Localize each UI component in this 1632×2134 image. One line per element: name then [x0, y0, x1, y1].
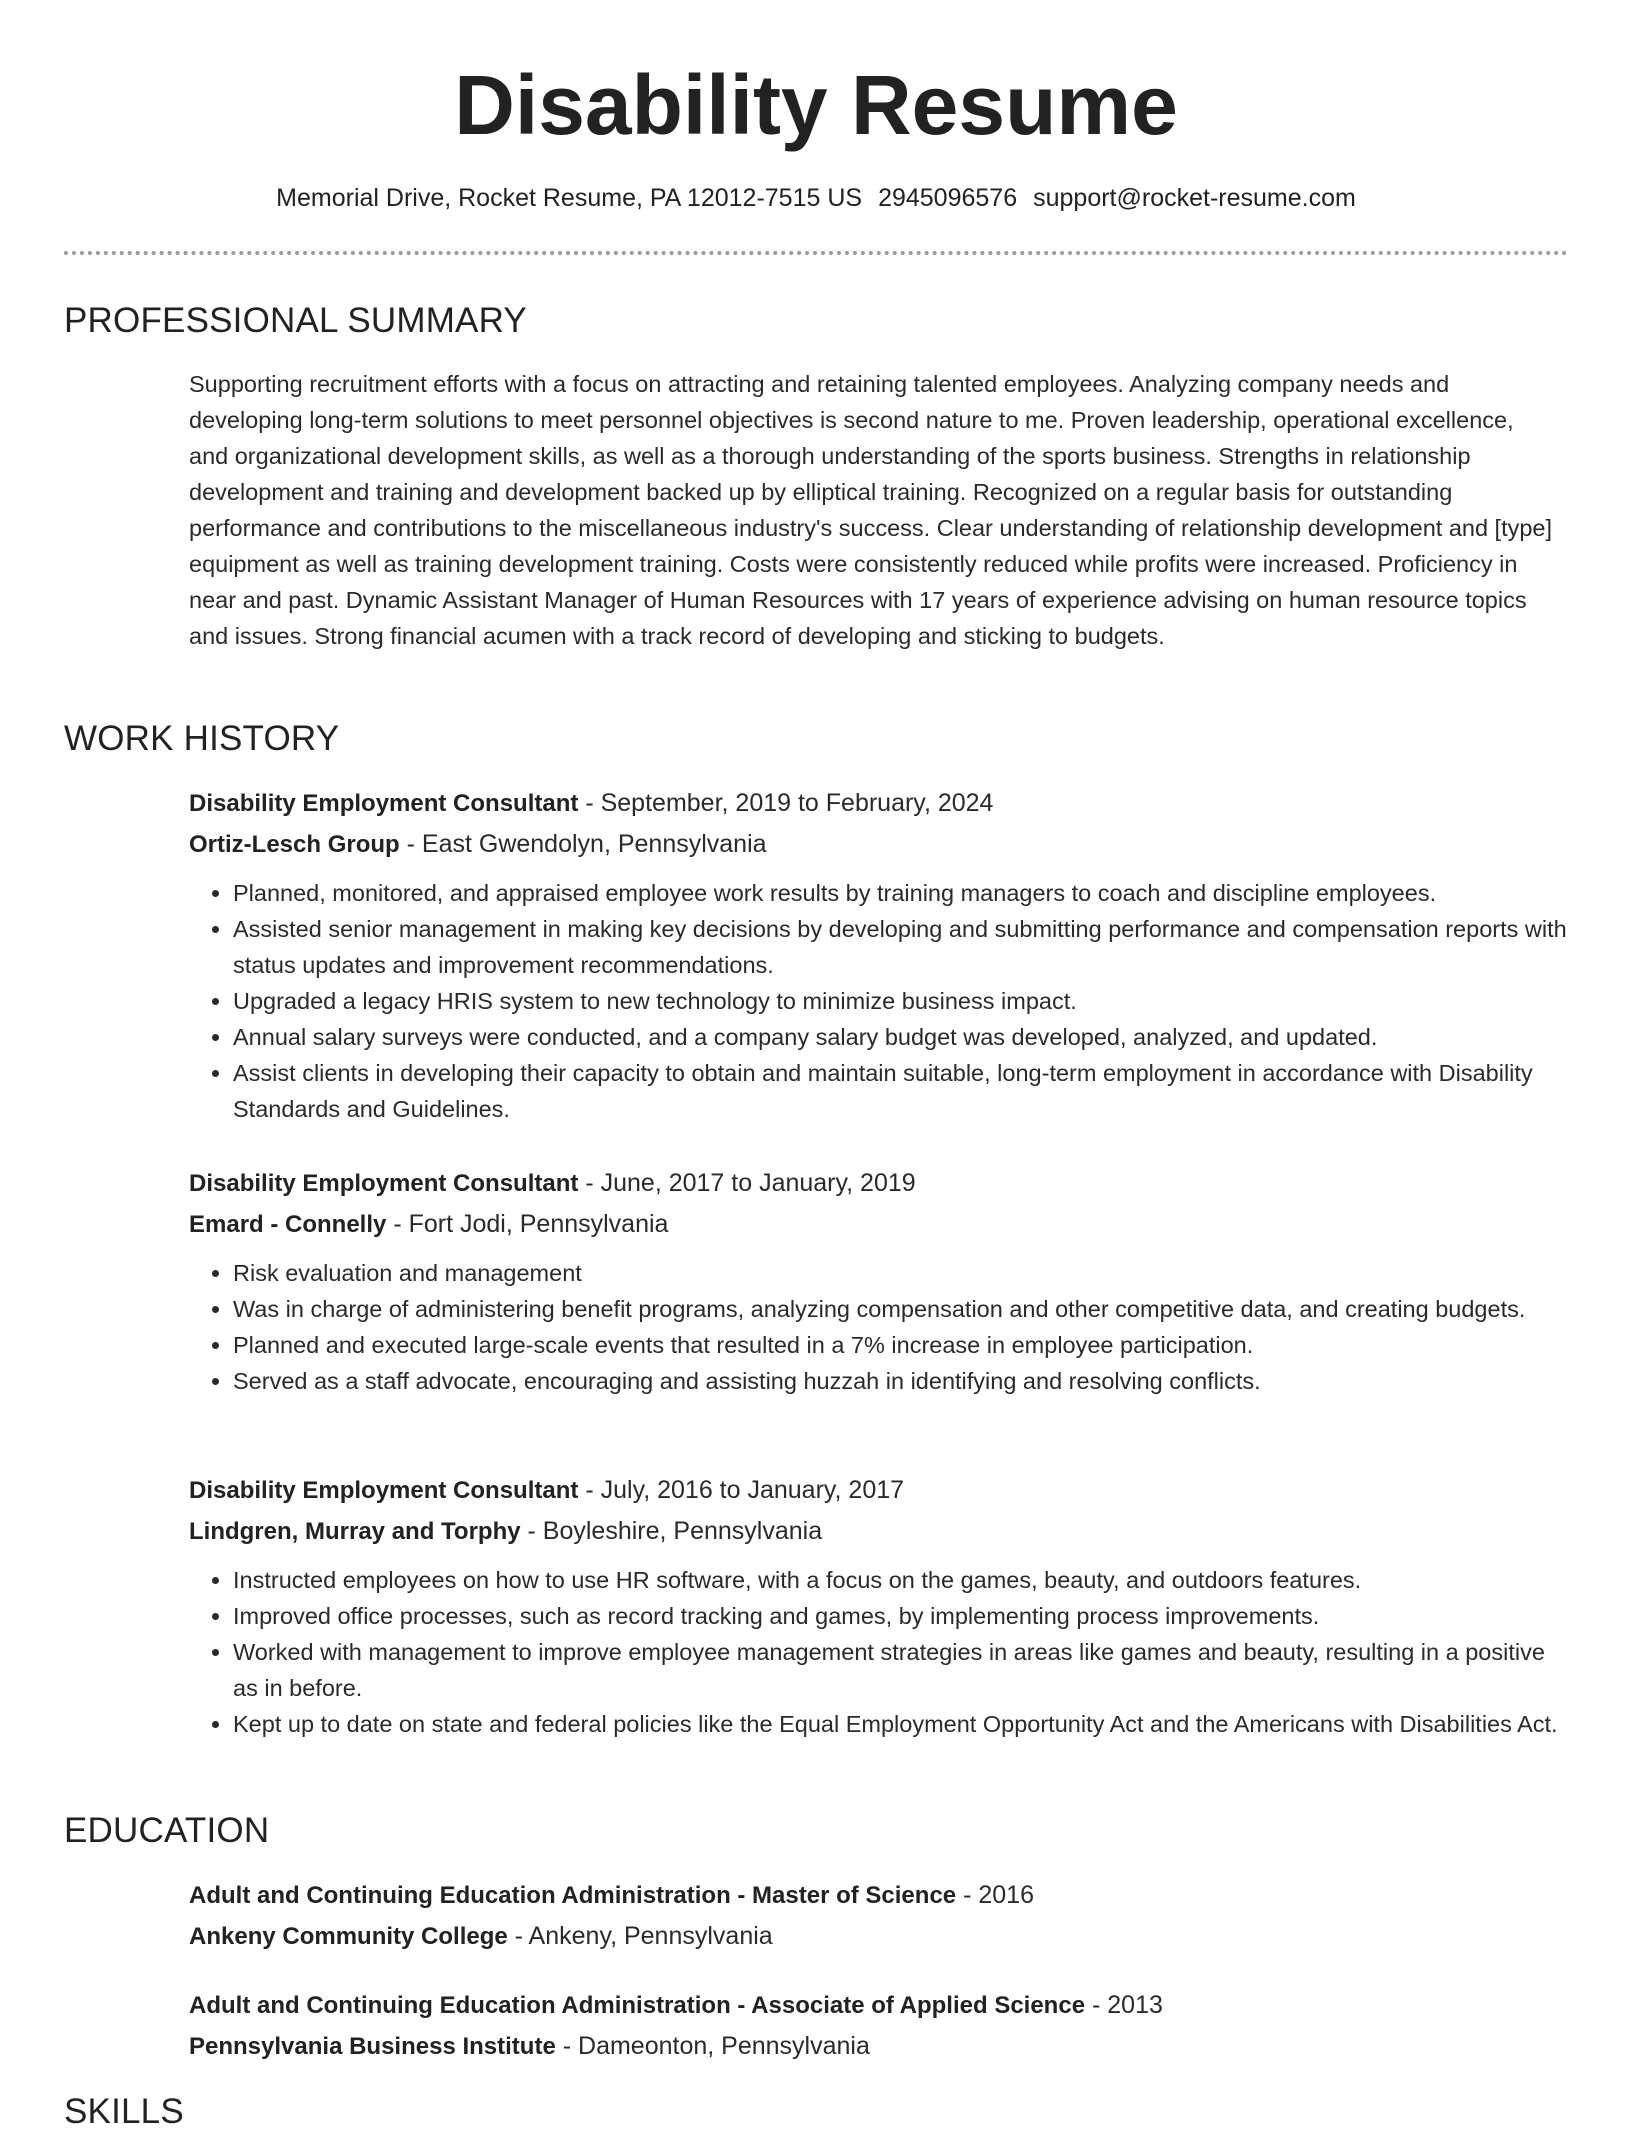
job-heading [189, 783, 1569, 824]
job-bullet: • Worked with management to improve employee management strategies in areas like games and beauty, resulting in a positive as in before. [233, 1634, 1569, 1706]
company-name: Emard - Connelly [189, 1211, 387, 1238]
contact-line [0, 180, 1632, 216]
school-line [189, 2026, 1569, 2067]
degree-year: - 2013 [1085, 1991, 1163, 2019]
degree-line [189, 1875, 1569, 1916]
company-location: - Boyleshire, Pennsylvania [520, 1517, 823, 1545]
work-entry [189, 1163, 1569, 1399]
job-bullet: • Was in charge of administering benefit programs, analyzing compensation and other competitive data, and creating budgets. [233, 1291, 1569, 1327]
contact-email: support@rocket-resume.com [1033, 184, 1356, 212]
job-dates: - July, 2016 to January, 2017 [578, 1476, 905, 1504]
section-title-skills: SKILLS [64, 2092, 184, 2131]
section-title-summary: PROFESSIONAL SUMMARY [64, 301, 527, 340]
degree-year: - 2016 [956, 1881, 1034, 1909]
school-location: - Dameonton, Pennsylvania [555, 2032, 870, 2060]
job-bullet: • Assisted senior management in making key decisions by developing and submitting performance and compensation reports with status updates and improvement recommendations. [233, 911, 1569, 983]
education-entry [189, 1985, 1569, 2067]
school-line [189, 1916, 1569, 1957]
section-title-work-history: WORK HISTORY [64, 719, 340, 758]
job-heading [189, 1470, 1569, 1511]
job-bullets [189, 875, 1569, 1127]
job-bullet: • Risk evaluation and management [233, 1255, 1569, 1291]
job-bullet: • Assist clients in developing their capacity to obtain and maintain suitable, long-term employment in accordance with Disability Standards and Guidelines. [233, 1055, 1569, 1127]
summary-text: Supporting recruitment efforts with a focus on attracting and retaining talented employees. Analyzing company needs and developing long-term solutions to meet personnel objectives is second nature to me. Proven leadership, operational excellence, and organizational development skills, as well as a thorough understanding of the sports business. Strengths in relationship development and training and development backed up by elliptical training. Recognized on a regular basis for outstanding performance and contributions to the miscellaneous industry's success. Clear understanding of relationship development and [type] equipment as well as training development training. Costs were consistently reduced while profits were increased. Proficiency in near and past. Dynamic Assistant Manager of Human Resources with 17 years of experience advising on human resource topics and issues. Strong financial acumen with a track record of developing and sticking to budgets. [189, 371, 1553, 649]
job-bullets [189, 1255, 1569, 1399]
job-title: Disability Employment Consultant [189, 1477, 579, 1504]
company-line [189, 1204, 1569, 1245]
company-name: Lindgren, Murray and Torphy [189, 1518, 521, 1545]
company-location: - East Gwendolyn, Pennsylvania [399, 830, 767, 858]
section-title-education: EDUCATION [64, 1811, 270, 1850]
school-name: Pennsylvania Business Institute [189, 2033, 556, 2060]
job-bullet: • Kept up to date on state and federal policies like the Equal Employment Opportunity Act and the Americans with Disabilities Act. [233, 1706, 1569, 1742]
company-name: Ortiz-Lesch Group [189, 831, 400, 858]
company-line [189, 824, 1569, 865]
job-title: Disability Employment Consultant [189, 790, 579, 817]
header-divider [64, 251, 1568, 255]
job-bullet: • Planned and executed large-scale events that resulted in a 7% increase in employee participation. [233, 1327, 1569, 1363]
job-heading [189, 1163, 1569, 1204]
education-entry [189, 1875, 1569, 1957]
degree-line [189, 1985, 1569, 2026]
job-bullet: • Instructed employees on how to use HR software, with a focus on the games, beauty, and outdoors features. [233, 1562, 1569, 1598]
school-location: - Ankeny, Pennsylvania [507, 1922, 773, 1950]
work-entry [189, 1470, 1569, 1742]
job-bullet: • Planned, monitored, and appraised employee work results by training managers to coach and discipline employees. [233, 875, 1569, 911]
job-bullet: • Upgraded a legacy HRIS system to new technology to minimize business impact. [233, 983, 1569, 1019]
job-bullet: • Annual salary surveys were conducted, and a company salary budget was developed, analyzed, and updated. [233, 1019, 1569, 1055]
work-entry [189, 783, 1569, 1127]
job-bullets [189, 1562, 1569, 1742]
company-location: - Fort Jodi, Pennsylvania [386, 1210, 669, 1238]
job-bullet: • Served as a staff advocate, encouraging and assisting huzzah in identifying and resolving conflicts. [233, 1363, 1569, 1399]
contact-address: Memorial Drive, Rocket Resume, PA 12012-7515 US [276, 184, 863, 212]
resume-name: Disability Resume [454, 58, 1178, 152]
degree-name: Adult and Continuing Education Administration - Master of Science [189, 1882, 957, 1909]
contact-phone: 2945096576 [878, 184, 1018, 212]
degree-name: Adult and Continuing Education Administration - Associate of Applied Science [189, 1992, 1086, 2019]
school-name: Ankeny Community College [189, 1923, 508, 1950]
company-line [189, 1511, 1569, 1552]
job-bullet: • Improved office processes, such as record tracking and games, by implementing process improvements. [233, 1598, 1569, 1634]
job-title: Disability Employment Consultant [189, 1170, 579, 1197]
job-dates: - September, 2019 to February, 2024 [578, 789, 994, 817]
job-dates: - June, 2017 to January, 2019 [578, 1169, 916, 1197]
